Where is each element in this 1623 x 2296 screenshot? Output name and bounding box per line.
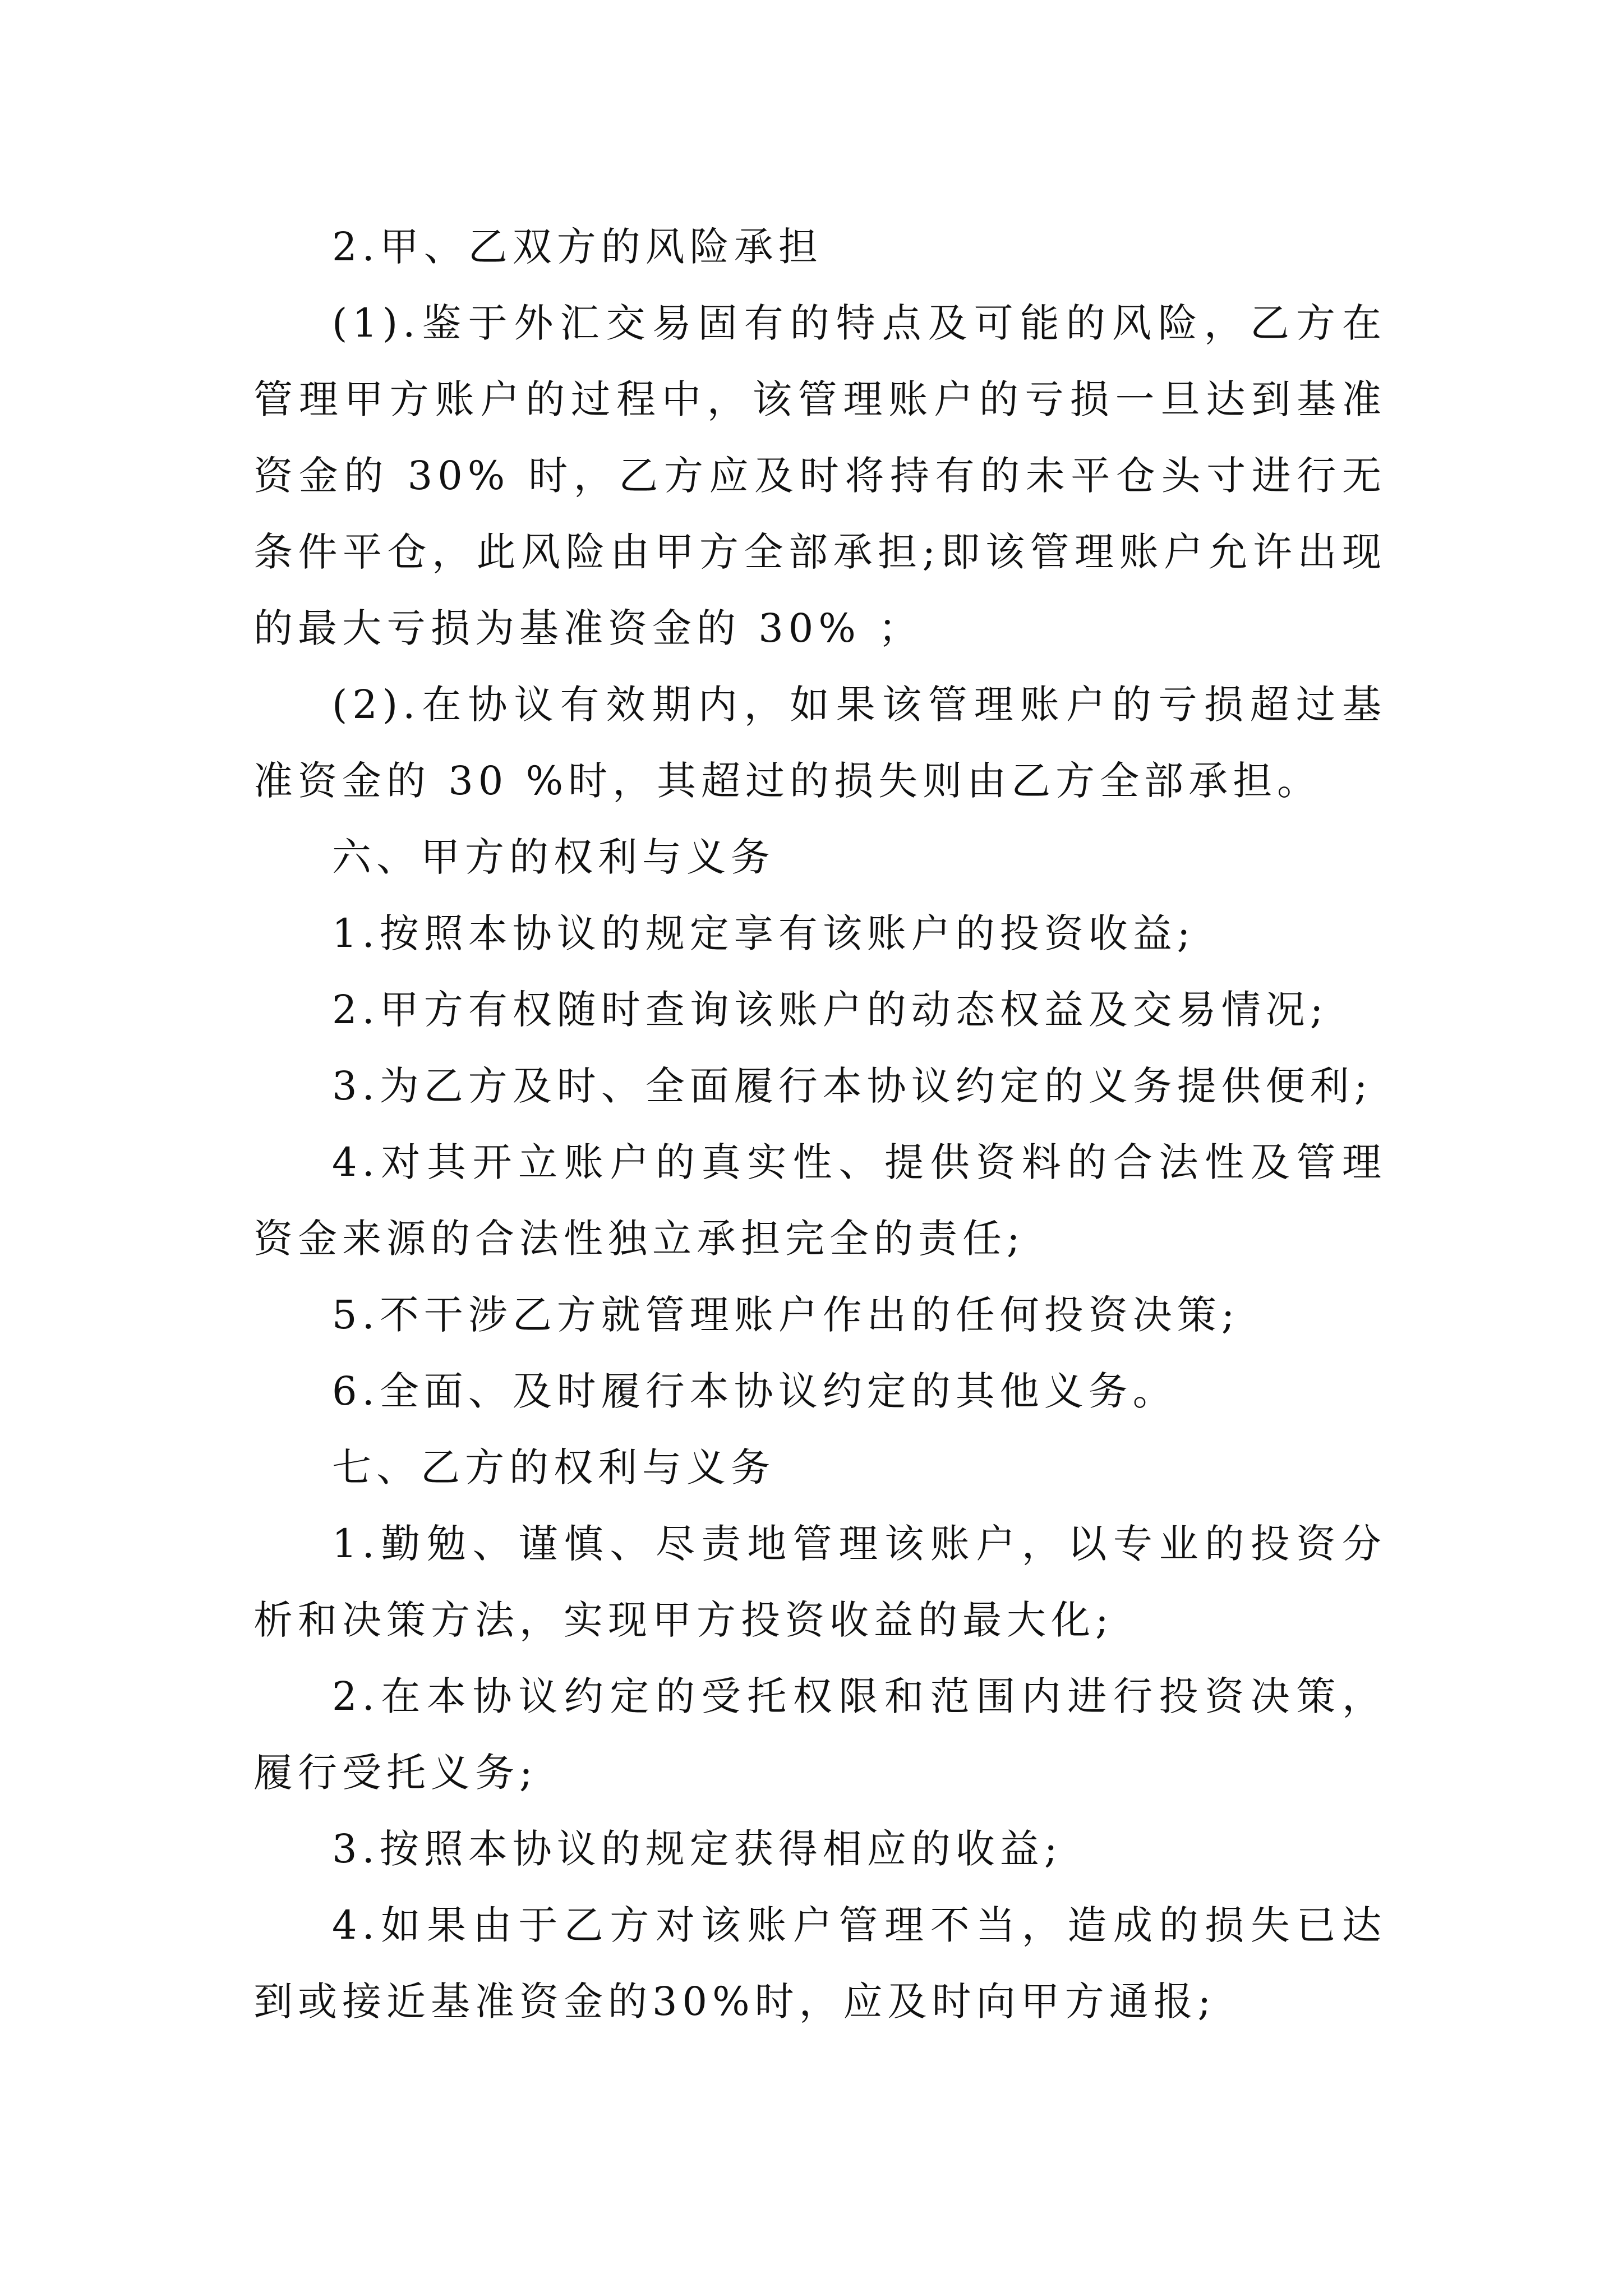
paragraph-party-b-item-1: 1.勤勉、谨慎、尽责地管理该账户，以专业的投资分析和决策方法，实现甲方投资收益的最大化; <box>253 1521 1386 1643</box>
paragraph-party-a-item-3: 3.为乙方及时、全面履行本协议约定的义务提供便利; <box>332 1063 1373 1109</box>
paragraph-party-a-item-1: 1.按照本协议的规定享有该账户的投资收益; <box>332 910 1196 956</box>
paragraph-party-a-item-4: 4.对其开立账户的真实性、提供资料的合法性及管理资金来源的合法性独立承担完全的责任; <box>253 1139 1386 1262</box>
paragraph-party-b-item-4: 4.如果由于乙方对该账户管理不当，造成的损失已达到或接近基准资金的30%时，应及时向甲方通报; <box>253 1902 1386 2024</box>
paragraph-party-a-item-2: 2.甲方有权随时查询该账户的动态权益及交易情况; <box>332 987 1329 1033</box>
paragraph-risk-clause-1: (1).鉴于外汇交易固有的特点及可能的风险，乙方在管理甲方账户的过程中，该管理账户的亏损一旦达到基准资金的 30% 时，乙方应及时将持有的未平仓头寸进行无条件平仓，此风险由甲方全部承担;即该管理账户允许出现的最大亏损为基准资金的 30% ； <box>253 300 1386 651</box>
section-heading-party-b: 七、乙方的权利与义务 <box>332 1444 775 1490</box>
paragraph-risk-clause-2: (2).在协议有效期内，如果该管理账户的亏损超过基准资金的 30 %时，其超过的损失则由乙方全部承担。 <box>253 682 1386 804</box>
paragraph-party-b-item-3: 3.按照本协议的规定获得相应的收益; <box>332 1826 1063 1872</box>
document-body <box>253 209 1386 2040</box>
paragraph-party-a-item-5: 5.不干涉乙方就管理账户作出的任何投资决策; <box>332 1292 1240 1338</box>
section-heading-party-a: 六、甲方的权利与义务 <box>332 834 775 880</box>
paragraph-party-a-item-6: 6.全面、及时履行本协议约定的其他义务。 <box>332 1368 1177 1414</box>
paragraph-risk-heading: 2.甲、乙双方的风险承担 <box>332 224 823 270</box>
paragraph-party-b-item-2: 2.在本协议约定的受托权限和范围内进行投资决策，履行受托义务; <box>253 1673 1386 1796</box>
